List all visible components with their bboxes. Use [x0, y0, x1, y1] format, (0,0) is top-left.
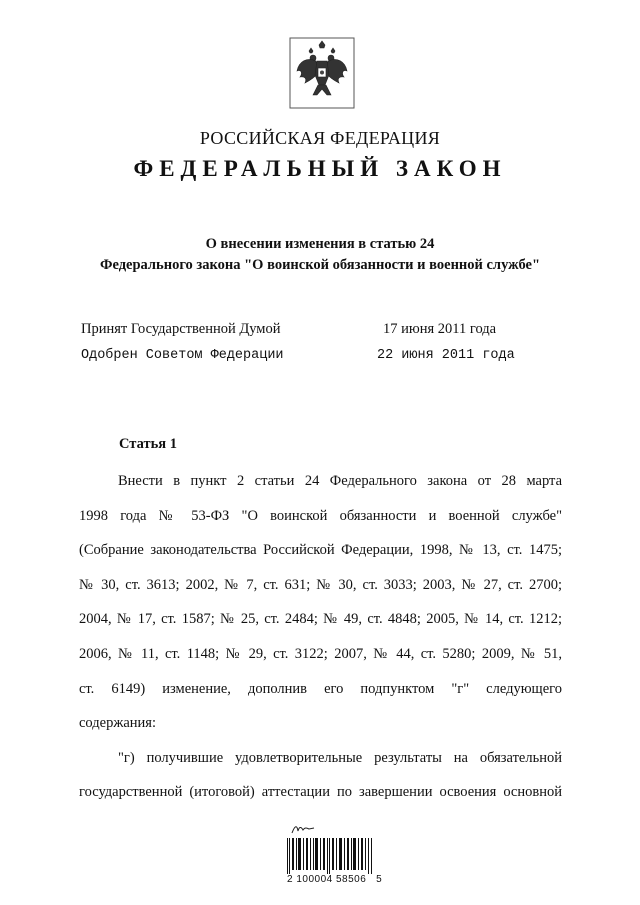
document-barcode — [287, 838, 373, 874]
article-line: государственной (итоговой) аттестации по завершении освоения основной — [79, 784, 562, 801]
article-body — [79, 464, 562, 810]
signature-mark — [291, 823, 315, 835]
article-line: № 30, ст. 3613; 2002, № 7, ст. 631; № 30, ст. 3033; 2003, № 27, ст. 2700; — [79, 576, 562, 593]
article-line: 2004, № 17, ст. 1587; № 25, ст. 2484; № 49, ст. 4848; 2005, № 14, ст. 1212; — [79, 611, 562, 628]
council-approval-date: 22 июня 2011 года — [377, 348, 515, 363]
article-line: 2006, № 11, ст. 1148; № 29, ст. 3122; 2007, № 44, ст. 5280; 2009, № 51, — [79, 645, 562, 662]
coat-of-arms-emblem — [289, 37, 355, 109]
document-type-title: ФЕДЕРАЛЬНЫЙ ЗАКОН — [133, 156, 507, 181]
article-line: "г) получившие удовлетворительные результаты на обязательной — [118, 749, 562, 766]
barcode-number: 2 100004 58506 5 — [287, 874, 383, 885]
article-line: содержания: — [79, 715, 157, 732]
article-line: (Собрание законодательства Российской Федерации, 1998, № 13, ст. 1475; — [79, 542, 562, 559]
article-line: ст. 6149) изменение, дополнив его подпунктом "г" следующего — [79, 680, 562, 697]
subject-line-2: Федерального закона "О воинской обязанности и военной службе" — [100, 257, 540, 273]
duma-adoption-label: Принят Государственной Думой — [81, 321, 281, 337]
subject-line-1: О внесении изменения в статью 24 — [205, 236, 435, 252]
article-line: Внести в пункт 2 статьи 24 Федерального закона от 28 марта — [118, 473, 562, 489]
duma-adoption-date: 17 июня 2011 года — [383, 321, 497, 337]
country-header: РОССИЙСКАЯ ФЕДЕРАЦИЯ — [199, 128, 441, 148]
council-approval-label: Одобрен Советом Федерации — [81, 348, 284, 363]
article-line: 1998 года № 53-ФЗ "О воинской обязанности и военной службе" — [79, 507, 562, 524]
article-title: Статья 1 — [119, 436, 177, 452]
